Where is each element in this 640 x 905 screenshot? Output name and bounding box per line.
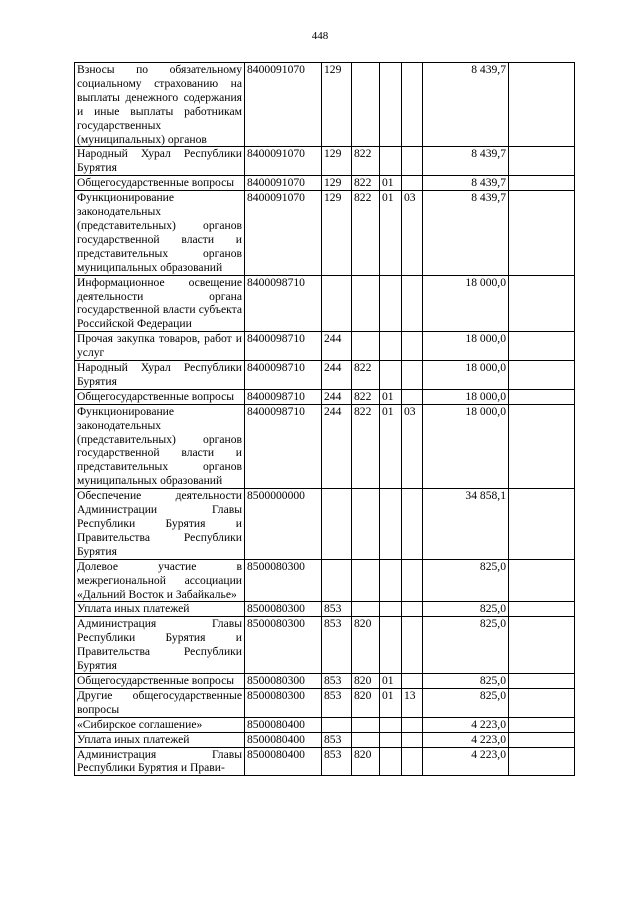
empty-cell <box>509 732 575 747</box>
admin-code-cell <box>352 732 380 747</box>
section-cell <box>380 489 402 560</box>
target-article-cell: 8500080300 <box>245 602 322 617</box>
amount-cell: 18 000,0 <box>423 361 509 390</box>
item-name-cell: Информационное освещение деятельности органа государственной власти субъекта Российской Федерации <box>75 275 245 332</box>
empty-cell <box>509 332 575 361</box>
amount-cell: 34 858,1 <box>423 489 509 560</box>
subsection-cell <box>402 176 423 191</box>
expense-type-cell: 853 <box>322 673 352 688</box>
amount-cell: 8 439,7 <box>423 63 509 147</box>
table-row <box>75 176 575 191</box>
table-row <box>75 389 575 404</box>
item-name-cell: Народный Хурал Республики Бурятия <box>75 147 245 176</box>
page-number: 448 <box>311 30 329 42</box>
amount-cell: 8 439,7 <box>423 147 509 176</box>
subsection-cell: 03 <box>402 191 423 275</box>
target-article-cell: 8400091070 <box>245 63 322 147</box>
empty-cell <box>509 617 575 674</box>
item-name-cell: Долевое участие в межрегиональной ассоциации «Дальний Восток и Забайкалье» <box>75 559 245 602</box>
table-row <box>75 275 575 332</box>
expense-type-cell: 853 <box>322 747 352 776</box>
table-row <box>75 617 575 674</box>
amount-cell: 18 000,0 <box>423 404 509 488</box>
admin-code-cell: 822 <box>352 176 380 191</box>
expense-type-cell <box>322 489 352 560</box>
expense-type-cell <box>322 717 352 732</box>
item-name-cell: Обеспечение деятельности Администрации Главы Республики Бурятия и Правительства Республики Бурятия <box>75 489 245 560</box>
admin-code-cell: 820 <box>352 688 380 717</box>
empty-cell <box>509 559 575 602</box>
empty-cell <box>509 489 575 560</box>
item-name-cell: Народный Хурал Республики Бурятия <box>75 361 245 390</box>
item-name-cell: Функционирование законодательных (представительных) органов государственной власти и представительных органов муниципальных образований <box>75 404 245 488</box>
expense-type-cell: 244 <box>322 404 352 488</box>
section-cell <box>380 717 402 732</box>
target-article-cell: 8500080400 <box>245 717 322 732</box>
amount-cell: 8 439,7 <box>423 191 509 275</box>
empty-cell <box>509 404 575 488</box>
admin-code-cell <box>352 602 380 617</box>
amount-cell: 825,0 <box>423 688 509 717</box>
item-name-cell: Общегосударственные вопросы <box>75 176 245 191</box>
target-article-cell: 8500080300 <box>245 617 322 674</box>
item-name-cell: Общегосударственные вопросы <box>75 389 245 404</box>
target-article-cell: 8400098710 <box>245 361 322 390</box>
amount-cell: 18 000,0 <box>423 275 509 332</box>
subsection-cell <box>402 732 423 747</box>
empty-cell <box>509 361 575 390</box>
target-article-cell: 8500000000 <box>245 489 322 560</box>
subsection-cell <box>402 602 423 617</box>
admin-code-cell: 822 <box>352 361 380 390</box>
subsection-cell <box>402 489 423 560</box>
expense-type-cell <box>322 559 352 602</box>
admin-code-cell: 822 <box>352 389 380 404</box>
table-row <box>75 191 575 275</box>
section-cell <box>380 602 402 617</box>
target-article-cell: 8500080300 <box>245 673 322 688</box>
empty-cell <box>509 717 575 732</box>
expense-type-cell: 129 <box>322 191 352 275</box>
section-cell <box>380 559 402 602</box>
section-cell: 01 <box>380 191 402 275</box>
target-article-cell: 8400091070 <box>245 191 322 275</box>
amount-cell: 4 223,0 <box>423 747 509 776</box>
item-name-cell: Администрация Главы Республики Бурятия и Прави- <box>75 747 245 776</box>
admin-code-cell <box>352 275 380 332</box>
budget-table-body <box>75 63 575 776</box>
table-row <box>75 147 575 176</box>
section-cell <box>380 732 402 747</box>
subsection-cell <box>402 559 423 602</box>
item-name-cell: Уплата иных платежей <box>75 602 245 617</box>
section-cell: 01 <box>380 389 402 404</box>
target-article-cell: 8500080300 <box>245 688 322 717</box>
target-article-cell: 8500080400 <box>245 732 322 747</box>
item-name-cell: Функционирование законодательных (представительных) органов государственной власти и представительных органов муниципальных образований <box>75 191 245 275</box>
item-name-cell: «Сибирское соглашение» <box>75 717 245 732</box>
table-row <box>75 717 575 732</box>
section-cell: 01 <box>380 404 402 488</box>
admin-code-cell <box>352 489 380 560</box>
empty-cell <box>509 389 575 404</box>
table-row <box>75 489 575 560</box>
item-name-cell: Прочая закупка товаров, работ и услуг <box>75 332 245 361</box>
amount-cell: 825,0 <box>423 617 509 674</box>
table-row <box>75 602 575 617</box>
subsection-cell <box>402 147 423 176</box>
item-name-cell: Общегосударственные вопросы <box>75 673 245 688</box>
expense-type-cell: 853 <box>322 688 352 717</box>
target-article-cell: 8500080400 <box>245 747 322 776</box>
amount-cell: 18 000,0 <box>423 332 509 361</box>
empty-cell <box>509 275 575 332</box>
admin-code-cell <box>352 559 380 602</box>
empty-cell <box>509 747 575 776</box>
subsection-cell <box>402 275 423 332</box>
admin-code-cell <box>352 332 380 361</box>
table-row <box>75 332 575 361</box>
table-row <box>75 559 575 602</box>
subsection-cell <box>402 717 423 732</box>
admin-code-cell: 822 <box>352 147 380 176</box>
empty-cell <box>509 63 575 147</box>
expense-type-cell: 129 <box>322 147 352 176</box>
subsection-cell <box>402 63 423 147</box>
amount-cell: 825,0 <box>423 602 509 617</box>
section-cell <box>380 332 402 361</box>
empty-cell <box>509 191 575 275</box>
empty-cell <box>509 147 575 176</box>
expense-type-cell <box>322 275 352 332</box>
target-article-cell: 8400098710 <box>245 275 322 332</box>
table-row <box>75 747 575 776</box>
budget-table <box>74 62 575 776</box>
admin-code-cell: 822 <box>352 404 380 488</box>
subsection-cell <box>402 747 423 776</box>
expense-type-cell: 129 <box>322 63 352 147</box>
section-cell: 01 <box>380 673 402 688</box>
empty-cell <box>509 602 575 617</box>
section-cell: 01 <box>380 176 402 191</box>
table-row <box>75 404 575 488</box>
target-article-cell: 8400098710 <box>245 404 322 488</box>
expense-type-cell: 853 <box>322 732 352 747</box>
expense-type-cell: 244 <box>322 332 352 361</box>
section-cell <box>380 617 402 674</box>
table-row <box>75 688 575 717</box>
table-row <box>75 63 575 147</box>
subsection-cell <box>402 361 423 390</box>
item-name-cell: Уплата иных платежей <box>75 732 245 747</box>
subsection-cell: 03 <box>402 404 423 488</box>
item-name-cell: Взносы по обязательному социальному страхованию на выплаты денежного содержания и иные выплаты работникам государственных (муниципальных) органов <box>75 63 245 147</box>
expense-type-cell: 244 <box>322 389 352 404</box>
expense-type-cell: 853 <box>322 602 352 617</box>
expense-type-cell: 244 <box>322 361 352 390</box>
section-cell <box>380 361 402 390</box>
subsection-cell <box>402 389 423 404</box>
admin-code-cell <box>352 717 380 732</box>
empty-cell <box>509 176 575 191</box>
section-cell <box>380 147 402 176</box>
section-cell <box>380 275 402 332</box>
subsection-cell <box>402 617 423 674</box>
amount-cell: 8 439,7 <box>423 176 509 191</box>
expense-type-cell: 129 <box>322 176 352 191</box>
admin-code-cell: 820 <box>352 747 380 776</box>
subsection-cell <box>402 673 423 688</box>
target-article-cell: 8400098710 <box>245 389 322 404</box>
admin-code-cell: 820 <box>352 673 380 688</box>
admin-code-cell: 820 <box>352 617 380 674</box>
subsection-cell <box>402 332 423 361</box>
section-cell: 01 <box>380 688 402 717</box>
target-article-cell: 8400091070 <box>245 176 322 191</box>
table-row <box>75 361 575 390</box>
admin-code-cell <box>352 63 380 147</box>
subsection-cell: 13 <box>402 688 423 717</box>
item-name-cell: Администрация Главы Республики Бурятия и Правительства Республики Бурятия <box>75 617 245 674</box>
empty-cell <box>509 688 575 717</box>
target-article-cell: 8400091070 <box>245 147 322 176</box>
amount-cell: 825,0 <box>423 673 509 688</box>
empty-cell <box>509 673 575 688</box>
admin-code-cell: 822 <box>352 191 380 275</box>
section-cell <box>380 63 402 147</box>
target-article-cell: 8400098710 <box>245 332 322 361</box>
amount-cell: 4 223,0 <box>423 732 509 747</box>
amount-cell: 4 223,0 <box>423 717 509 732</box>
amount-cell: 825,0 <box>423 559 509 602</box>
amount-cell: 18 000,0 <box>423 389 509 404</box>
expense-type-cell: 853 <box>322 617 352 674</box>
section-cell <box>380 747 402 776</box>
table-row <box>75 732 575 747</box>
item-name-cell: Другие общегосударственные вопросы <box>75 688 245 717</box>
target-article-cell: 8500080300 <box>245 559 322 602</box>
table-row <box>75 673 575 688</box>
